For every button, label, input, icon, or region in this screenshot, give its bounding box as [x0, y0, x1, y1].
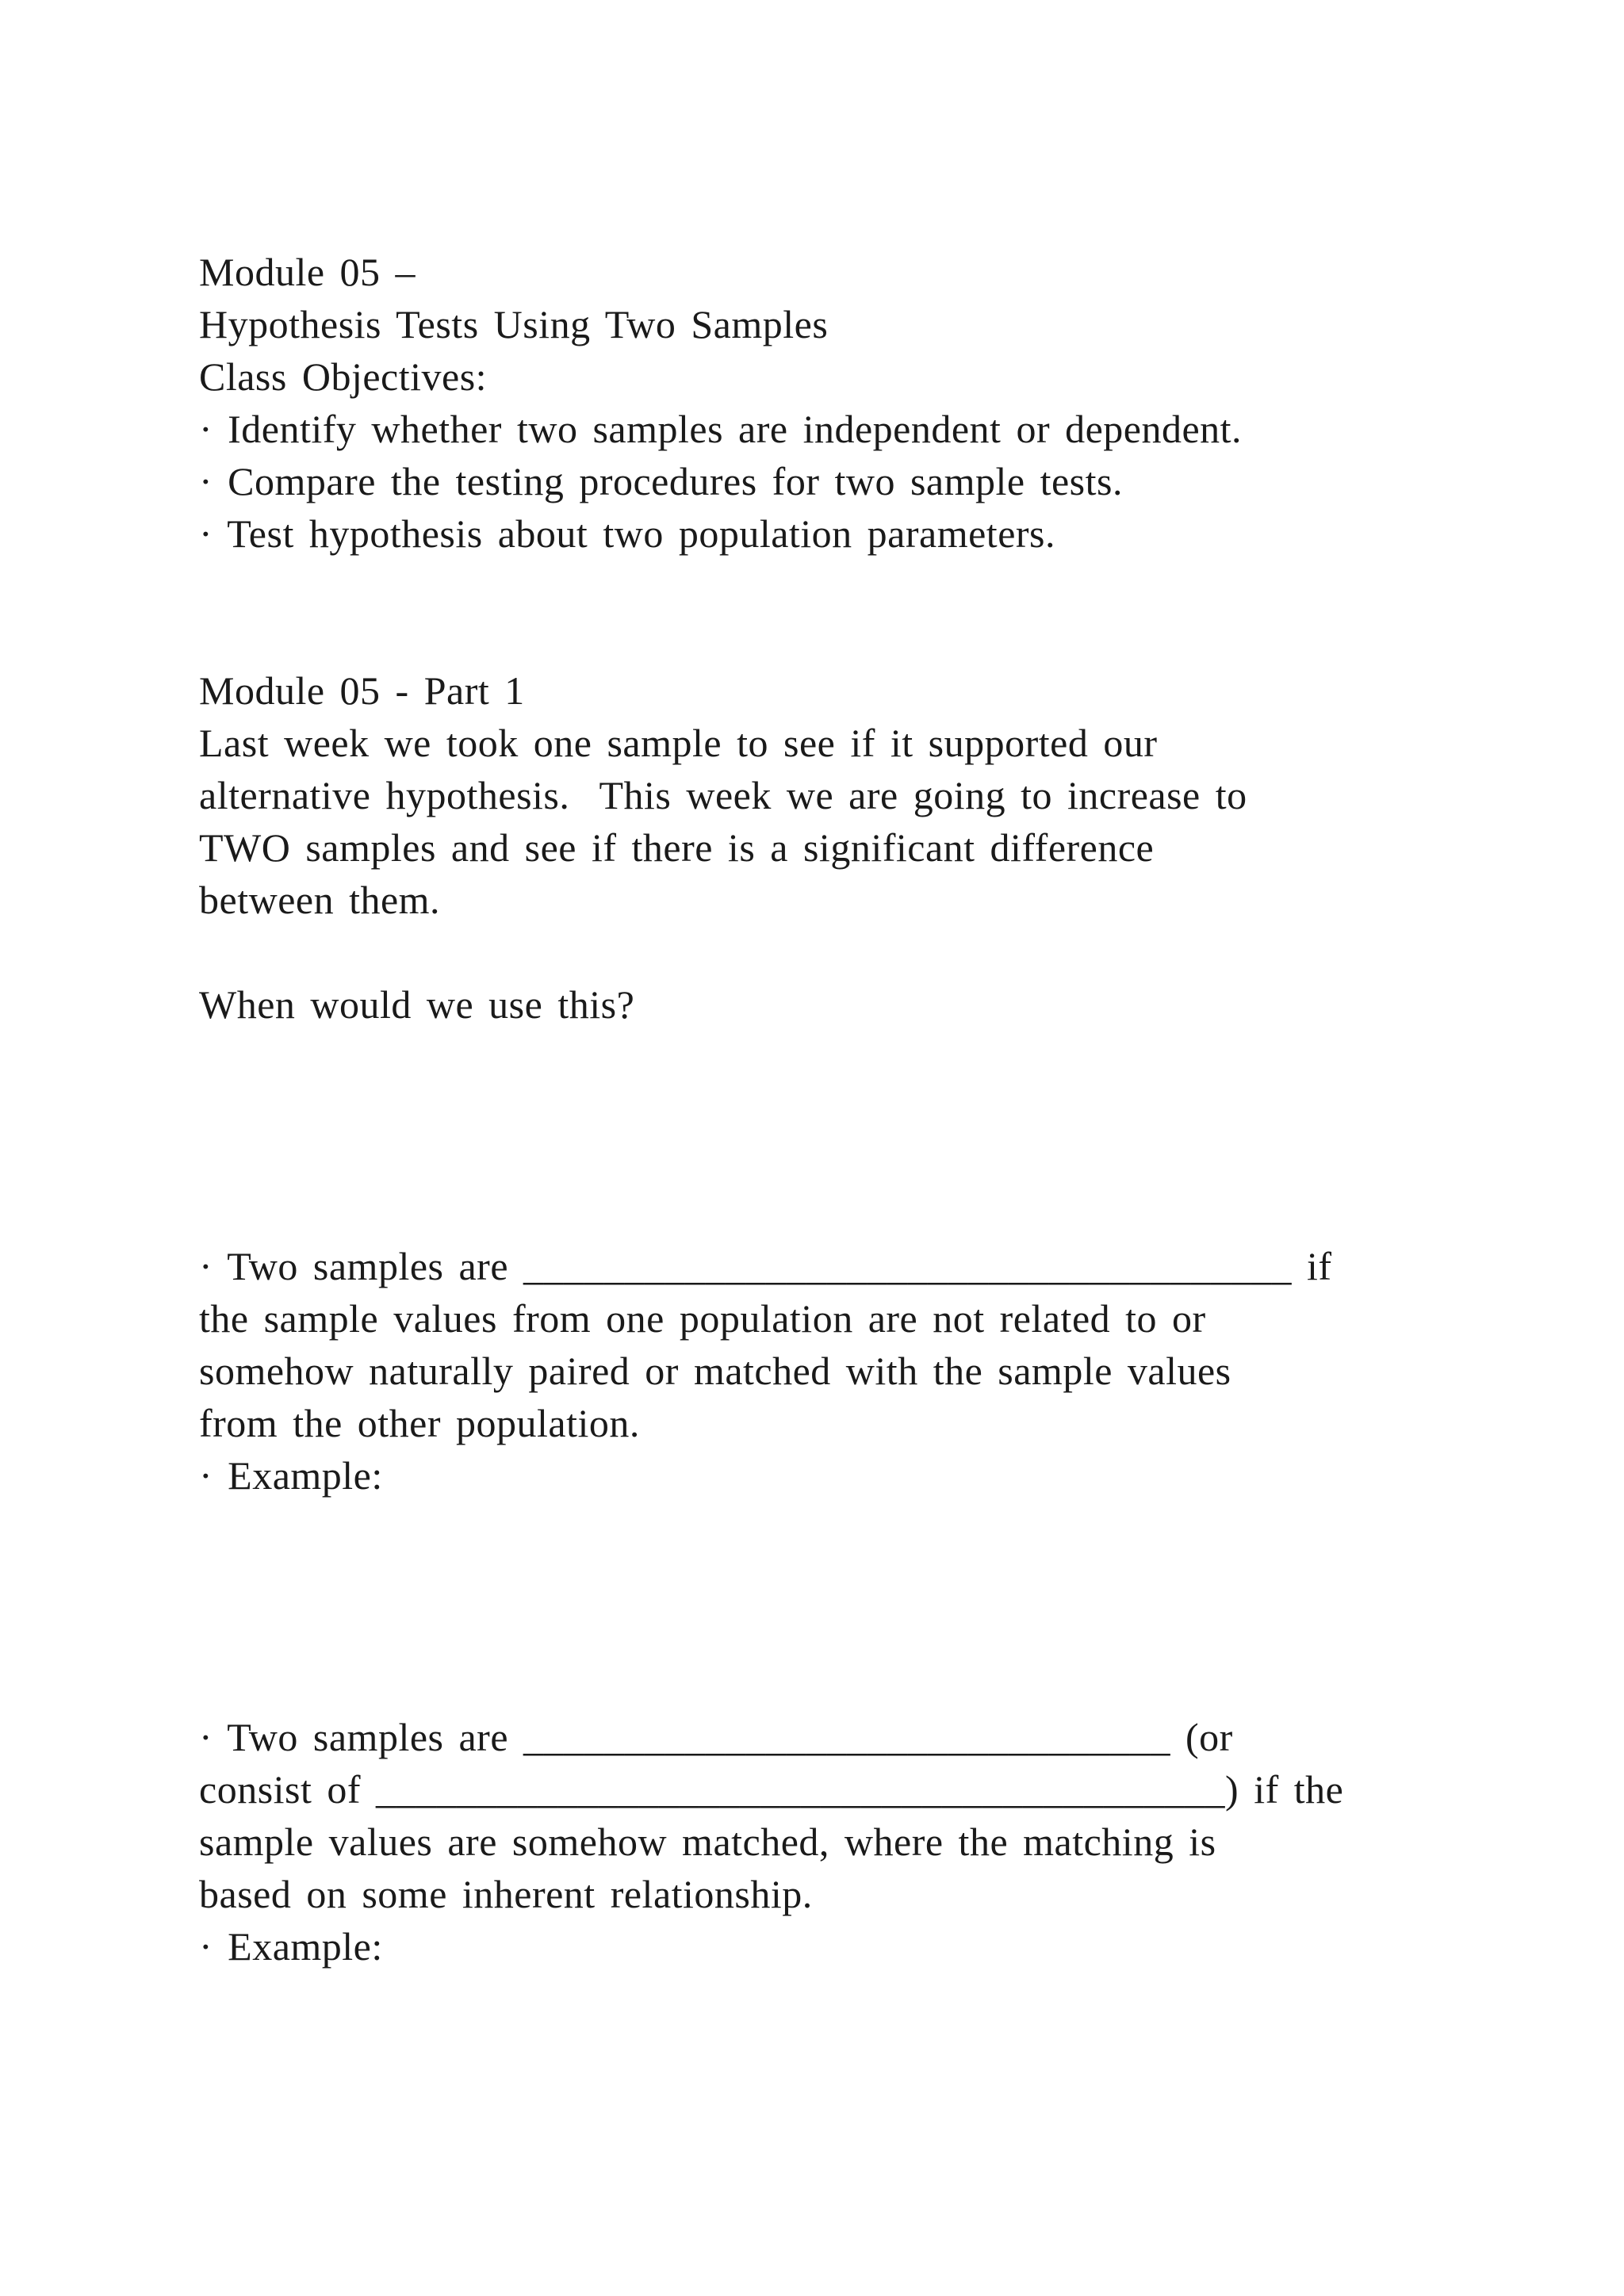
objective-item: · Test hypothesis about two population parameters. [199, 511, 1055, 556]
definition-line: based on some inherent relationship. [199, 1872, 813, 1916]
part-heading: Module 05 - Part 1 [199, 668, 525, 713]
definition-line: the sample values from one population are not related to or [199, 1296, 1206, 1341]
paragraph-line: between them. [199, 878, 441, 922]
definition-line: · Two samples are ________________________________ (or [199, 1715, 1233, 1759]
definition-line: sample values are somehow matched, where the matching is [199, 1820, 1216, 1864]
definition-line: somehow naturally paired or matched with the sample values [199, 1349, 1231, 1393]
definition-line: · Two samples are ______________________________________ if [199, 1244, 1332, 1288]
example-label: · Example: [199, 1924, 383, 1969]
objective-item: · Compare the testing procedures for two sample tests. [199, 459, 1123, 503]
paragraph-line: Last week we took one sample to see if it supported our [199, 721, 1158, 765]
example-label: · Example: [199, 1453, 383, 1498]
paragraph-line: alternative hypothesis. This week we are going to increase to [199, 773, 1247, 817]
question-line: When would we use this? [199, 982, 635, 1027]
definition-line: from the other population. [199, 1401, 640, 1445]
module-heading: Module 05 – [199, 250, 416, 294]
objectives-heading: Class Objectives: [199, 354, 488, 399]
objective-item: · Identify whether two samples are independent or dependent. [199, 407, 1243, 451]
module-title: Hypothesis Tests Using Two Samples [199, 302, 829, 346]
paragraph-line: TWO samples and see if there is a significant difference [199, 825, 1155, 870]
definition-line: consist of __________________________________________) if the [199, 1767, 1344, 1812]
